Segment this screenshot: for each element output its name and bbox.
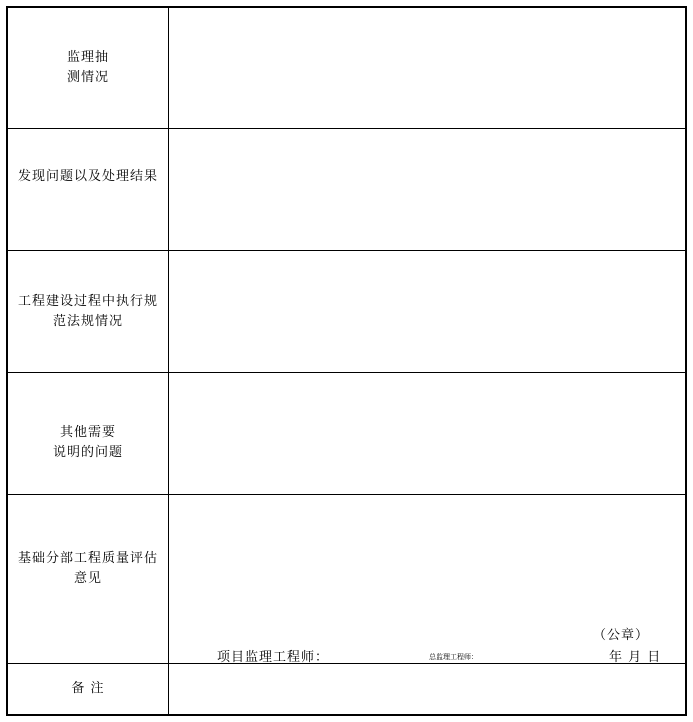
form-row-sampling (8, 8, 685, 129)
form-row-remarks (8, 664, 685, 714)
form-row-assessment (8, 495, 685, 664)
chief-supervisor-label: 总监理工程师： (429, 653, 478, 661)
label-assessment-line-1: 基础分部工程质量评估 (17, 551, 158, 566)
label-other-line-2: 说明的问题 (52, 445, 123, 460)
seal-label: （公章） (593, 628, 650, 643)
label-problems-line-1: 发现问题以及处理结果 (17, 169, 158, 184)
label-regulations-line-1: 工程建设过程中执行规 (17, 293, 158, 309)
label-sampling-line-2: 测情况 (66, 70, 109, 85)
label-remarks (8, 664, 169, 714)
label-sampling (8, 8, 169, 128)
label-problems (8, 129, 169, 250)
label-assessment-line-2: 意见 (73, 571, 102, 586)
label-sampling-line-1: 监理抽 (66, 50, 109, 65)
project-supervisor-label: 项目监理工程师： (217, 650, 330, 665)
label-regulations-line-2: 范法规情况 (52, 313, 123, 329)
evaluation-form-table (6, 6, 687, 716)
content-assessment[interactable] (169, 495, 685, 663)
label-other-line-1: 其他需要 (59, 425, 116, 440)
form-row-regulations (8, 251, 685, 373)
content-remarks[interactable] (169, 664, 685, 714)
content-other[interactable] (169, 373, 685, 494)
label-regulations (8, 251, 169, 372)
content-regulations[interactable] (169, 251, 685, 372)
form-row-problems (8, 129, 685, 251)
label-assessment (8, 495, 169, 663)
content-sampling[interactable] (169, 8, 685, 128)
label-other (8, 373, 169, 494)
content-problems[interactable] (169, 129, 685, 250)
label-remarks-line-1: 备 注 (71, 681, 105, 696)
form-row-other (8, 373, 685, 495)
date-label: 年 月 日 (609, 650, 662, 665)
